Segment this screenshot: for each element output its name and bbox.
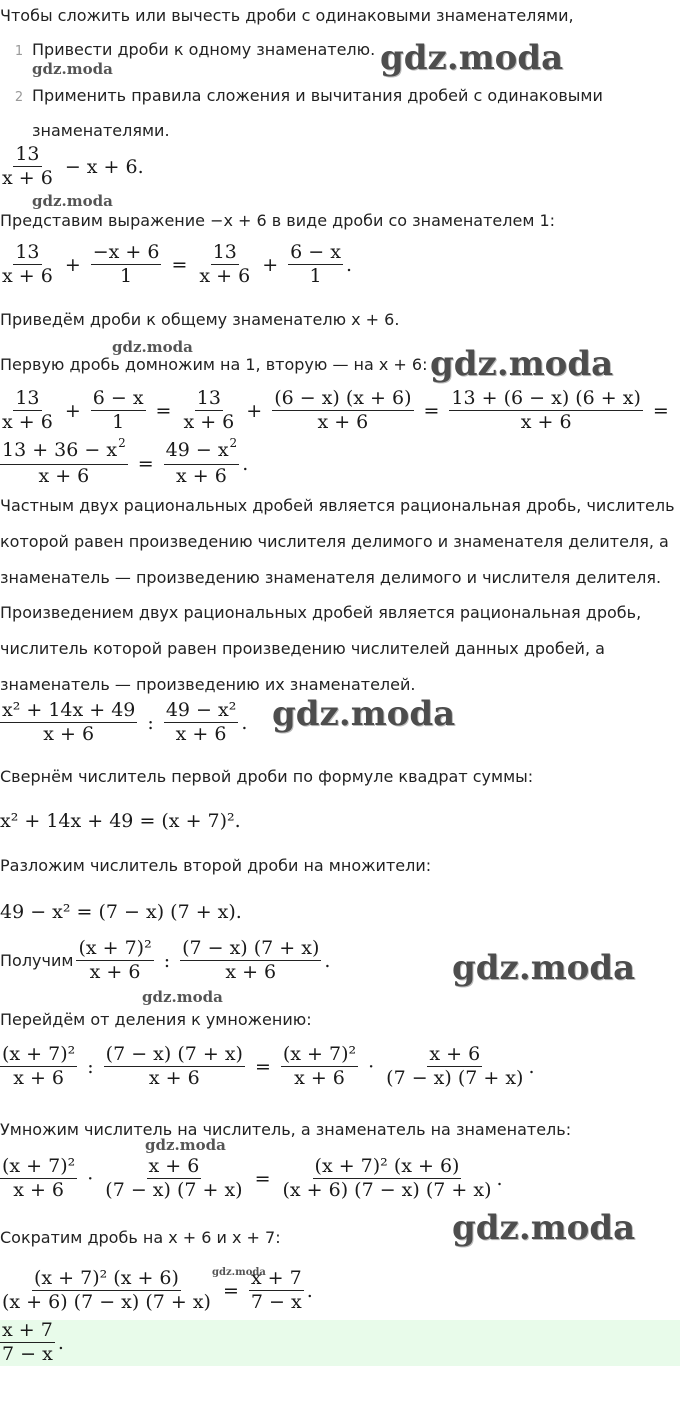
text-division: Перейдём от деления к умножению:	[0, 1010, 312, 1029]
paragraph-product-line: числитель которой равен произведению числителей данных дробей, а	[0, 639, 605, 658]
fraction-numerator: (x + 7)²	[2, 1043, 76, 1065]
fraction-numerator: 13 + (6 − x) (6 + x)	[451, 387, 641, 409]
fraction-numerator: x + 6	[429, 1043, 481, 1065]
fraction-numerator: 6 − x	[92, 387, 144, 409]
equation-8: $\frac{\text{(x + 7)²}}{x + 6}$ · $\frac{x + 6}{(7 - x) (7 + x)}$ = $\frac{\text{(x + 7)² (x + 6)}}{(x + 6) (7 - x) (7 + x)}$ .	[2, 1155, 503, 1201]
fraction-denominator: x + 6	[89, 961, 141, 983]
watermark-logo: gdz.moda	[112, 338, 193, 356]
answer-block	[0, 1320, 680, 1366]
equation-6: Получим $\frac{\text{(x + 7)²}}{x + 6}$ : $\frac{(7 - x) (7 + x)}{x + 6}$ .	[0, 937, 331, 983]
fraction-denominator: x + 6	[175, 723, 227, 745]
fraction-numerator: (7 − x) (7 + x)	[182, 937, 320, 959]
step-item	[6, 40, 375, 59]
fraction-denominator: x + 6	[294, 1067, 345, 1089]
answer-numerator: x + 7	[2, 1319, 53, 1341]
fraction-denominator: x + 6	[2, 411, 53, 433]
answer-expression: $\frac{x + 7}{7 - x}$ .	[2, 1319, 64, 1365]
text-num-den: Умножим числитель на числитель, а знаменатель на знаменатель:	[0, 1120, 572, 1139]
fraction-numerator: 13	[15, 143, 40, 165]
fraction-numerator: (x + 7)²	[78, 937, 152, 959]
fraction-denominator: 1	[120, 265, 133, 287]
fraction-numerator: 6 − x	[290, 241, 341, 263]
text-factor: Разложим числитель второй дроби на множители:	[0, 856, 432, 875]
fraction-numerator: 13	[196, 387, 221, 409]
fraction-denominator: x + 6	[2, 167, 53, 189]
fraction-numerator: (7 − x) (7 + x)	[105, 1043, 243, 1065]
equation-4: x² + 14x + 49 = (x + 7)².	[0, 810, 241, 832]
step-number: 1	[14, 44, 24, 59]
fraction-denominator: x + 6	[13, 1179, 65, 1201]
fraction-numerator: (x + 7)²	[2, 1155, 76, 1177]
fraction-denominator: 1	[309, 265, 322, 287]
text-multiply-first: Первую дробь домножим на 1, вторую — на x + 6:	[0, 355, 428, 374]
step-text: Привести дроби к одному знаменателю.	[32, 40, 376, 59]
equation-5: 49 − x² = (7 − x) (7 + x).	[0, 901, 242, 923]
equation-2-line-2: $\frac{13 + 36 - x^2}{x + 6}$ = $\frac{49 - x^2}{x + 6}$ .	[2, 436, 249, 487]
paragraph-product-line: Произведением двух рациональных дробей является рациональная дробь,	[0, 603, 642, 622]
equation-3: $\frac{\text{x² + 14x + 49}}{x + 6}$ : $\frac{\text{49 − x²}}{x + 6}$ .	[2, 699, 248, 745]
step-item	[6, 86, 603, 105]
fraction-numerator: (x + 7)² (x + 6)	[34, 1267, 179, 1289]
text-get: Получим	[0, 951, 74, 970]
fraction-denominator: x + 6	[183, 411, 235, 433]
fraction-numerator: (6 − x) (x + 6)	[274, 387, 412, 409]
fraction-denominator: x + 6	[317, 411, 369, 433]
equation-9: $\frac{\text{(x + 7)² (x + 6)}}{(x + 6) (7 - x) (7 + x)}$ = $\frac{x + 7}{7 - x}$ .	[2, 1267, 313, 1313]
expression-tail: − x + 6.	[64, 155, 144, 178]
fraction-numerator: x² + 14x + 49	[2, 699, 136, 721]
equation-7: $\frac{\text{(x + 7)²}}{x + 6}$ : $\frac{(7 - x) (7 + x)}{x + 6}$ = $\frac{\text{(x + 7)²}}{x + 6}$ · $\frac{x + 6}{(7 - x) (7 + x)}$ .	[2, 1043, 535, 1089]
fraction-denominator: (7 − x) (7 + x)	[386, 1067, 524, 1089]
fraction-denominator: x + 6	[520, 411, 572, 433]
paragraph-quotient-line: Частным двух рациональных дробей является рациональная дробь, числитель	[0, 496, 675, 515]
watermark-logo: gdz.moda	[452, 948, 636, 988]
watermark-logo: gdz.moda	[380, 38, 564, 78]
intro-text: Чтобы сложить или вычесть дроби с одинаковыми знаменателями,	[0, 6, 574, 25]
watermark-logo: gdz.moda	[32, 60, 113, 78]
fraction-numerator: 49 − x²	[165, 699, 237, 721]
fraction-denominator: x + 6	[225, 961, 277, 983]
fraction-numerator: 13 + 36 − x	[2, 439, 118, 461]
step-text: Применить правила сложения и вычитания дробей с одинаковыми	[32, 86, 603, 105]
equation-2-line-1: $\frac{13}{x + 6}$ + $\frac{6 - x}{1}$ = $\frac{13}{x + 6}$ + $\frac{(6 - x) (x + 6)}{x + 6}$ = $\frac{13 + (6 - x) (6 + x)}{x + 6}$ =	[2, 387, 669, 433]
watermark-logo: gdz.moda	[272, 694, 456, 734]
expression-initial	[0, 144, 151, 189]
fraction-numerator: 13	[212, 241, 237, 263]
watermark-logo: gdz.moda	[145, 1136, 226, 1154]
fraction-numerator: x + 7	[250, 1267, 302, 1289]
fraction-denominator: x + 6	[176, 465, 227, 487]
step-text-continued: знаменателями.	[32, 121, 170, 140]
fraction-denominator: x + 6	[43, 723, 95, 745]
fraction-denominator: 1	[112, 411, 125, 433]
fraction-numerator: 49 − x	[165, 439, 229, 461]
text-square-sum: Свернём числитель первой дроби по формуле квадрат суммы:	[0, 767, 534, 786]
paragraph-quotient-line: которой равен произведению числителя делимого и знаменателя делителя, а	[0, 532, 669, 551]
fraction-denominator: (x + 6) (7 − x) (7 + x)	[282, 1179, 492, 1201]
watermark-logo: gdz.moda	[32, 192, 113, 210]
fraction-denominator: x + 6	[38, 465, 90, 487]
fraction-numerator: x + 6	[148, 1155, 200, 1177]
text-reduce: Сократим дробь на x + 6 и x + 7:	[0, 1228, 281, 1247]
watermark-logo: gdz.moda	[142, 988, 223, 1006]
equation-1: $\frac{13}{x + 6}$ + $\frac{-x + 6}{1}$ = $\frac{13}{x + 6}$ + $\frac{6 - x}{1}$ .	[2, 241, 352, 287]
fraction-numerator: 13	[15, 241, 40, 263]
fraction-denominator: x + 6	[199, 265, 251, 287]
text-present: Представим выражение −x + 6 в виде дроби со знаменателем 1:	[0, 211, 556, 230]
fraction-numerator: −x + 6	[92, 241, 160, 263]
fraction-denominator: x + 6	[2, 265, 53, 287]
fraction-denominator: (7 − x) (7 + x)	[105, 1179, 243, 1201]
step-number: 2	[14, 90, 24, 105]
text-common-denominator: Приведём дроби к общему знаменателю x + 6.	[0, 310, 400, 329]
fraction-denominator: x + 6	[13, 1067, 65, 1089]
fraction-numerator: (x + 7)²	[282, 1043, 357, 1065]
paragraph-product-line: знаменатель — произведению их знаменателей.	[0, 675, 416, 694]
fraction-denominator: 7 − x	[250, 1291, 302, 1313]
fraction-denominator: x + 6	[148, 1067, 200, 1089]
fraction-denominator: (x + 6) (7 − x) (7 + x)	[2, 1291, 211, 1313]
answer-denominator: 7 − x	[2, 1343, 53, 1365]
watermark-logo: gdz.moda	[452, 1208, 636, 1248]
fraction-numerator: 13	[15, 387, 40, 409]
paragraph-quotient-line: знаменатель — произведению знаменателя делимого и числителя делителя.	[0, 568, 662, 587]
watermark-logo: gdz.moda	[430, 344, 614, 384]
watermark-logo: gdz.moda	[212, 1267, 266, 1278]
fraction-numerator: (x + 7)² (x + 6)	[314, 1155, 460, 1177]
